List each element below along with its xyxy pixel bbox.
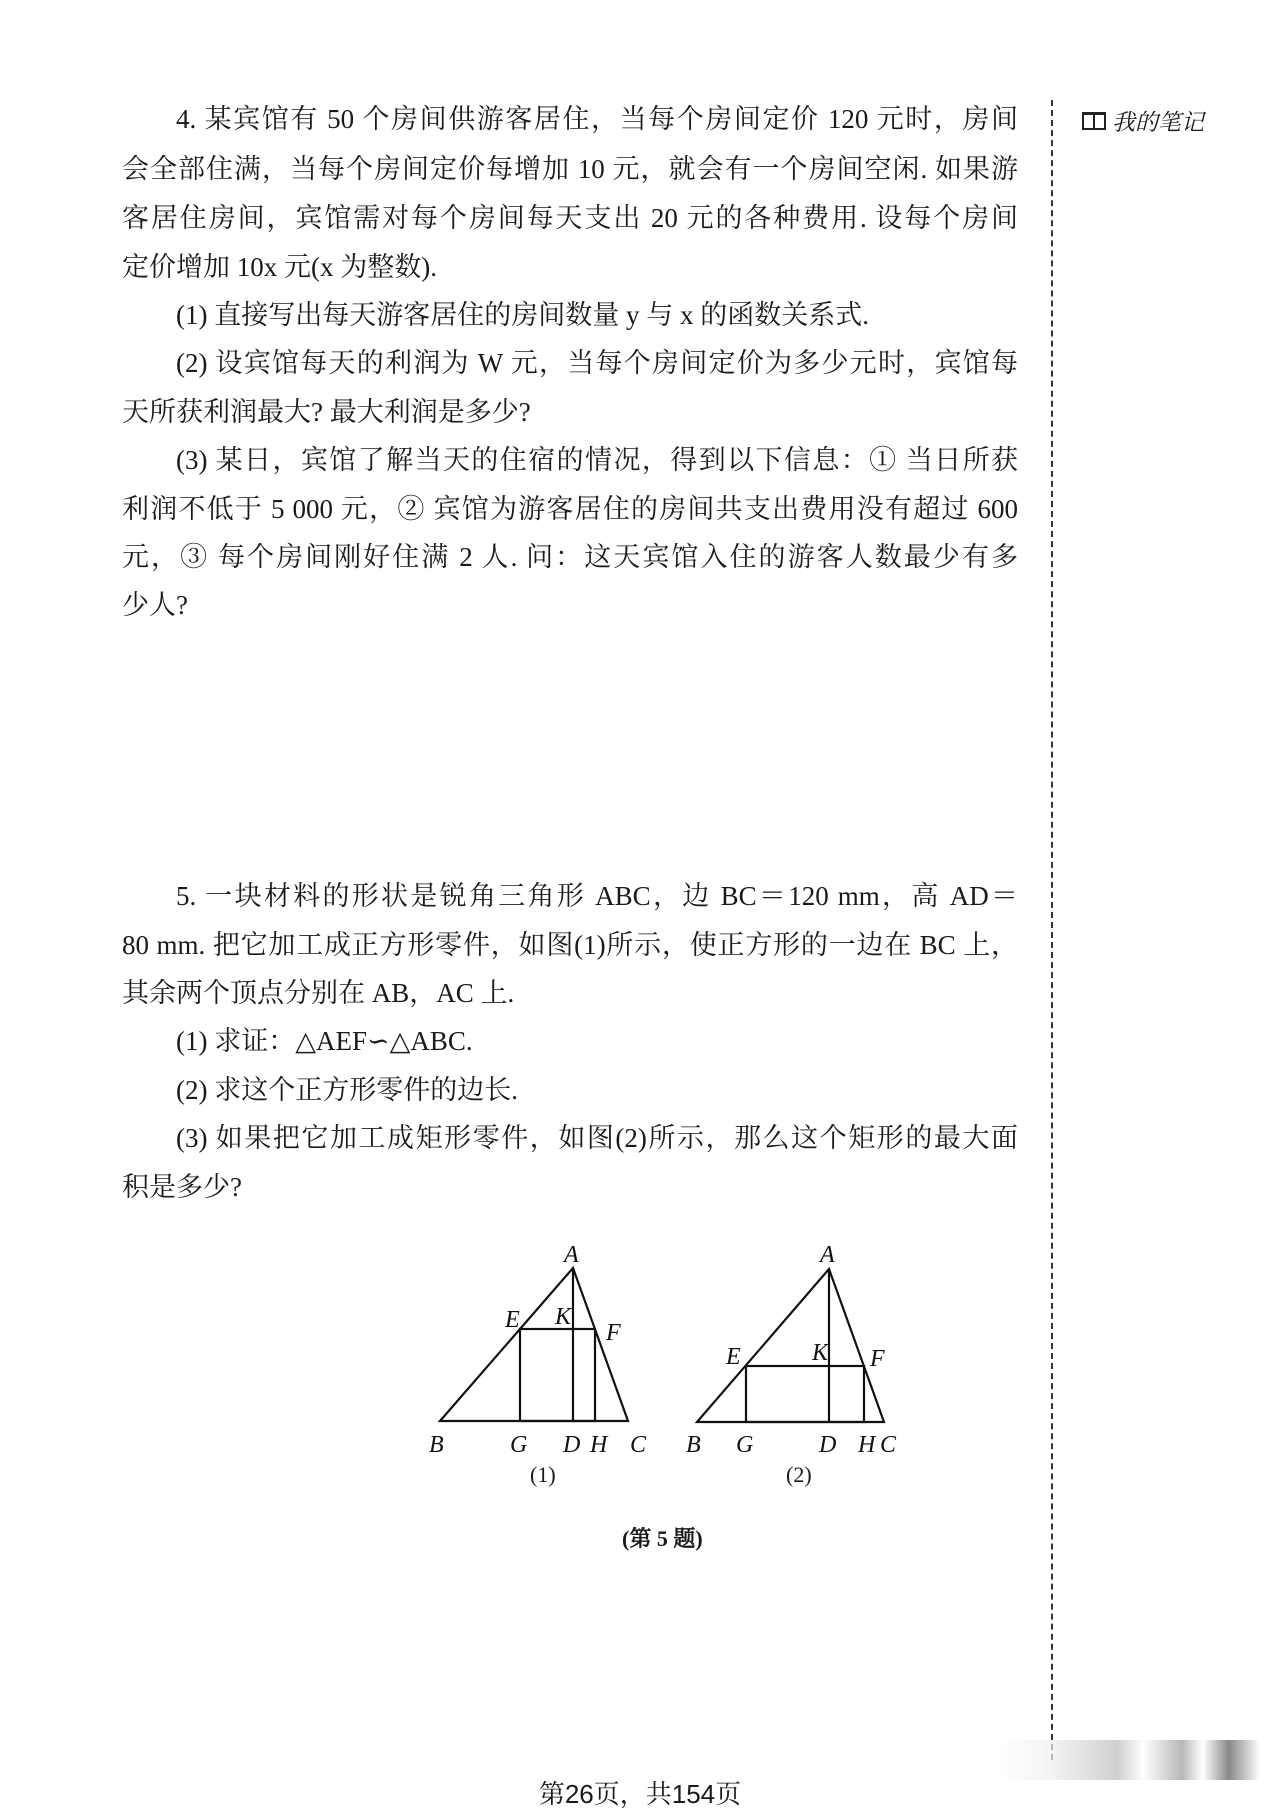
q5-sub2: (2) 求这个正方形零件的边长. xyxy=(176,1075,518,1105)
q5-line: 80 mm. 把它加工成正方形零件，如图(1)所示，使正方形的一边在 BC 上， xyxy=(122,930,1018,960)
figure-2-caption: (2) xyxy=(786,1462,812,1487)
q5-line: 5. 一块材料的形状是锐角三角形 ABC，边 BC＝120 mm，高 AD＝ xyxy=(176,881,1018,911)
label-k: K xyxy=(812,1340,829,1366)
label-c: C xyxy=(880,1432,897,1458)
q4-sub3-cont: 利润不低于 5 000 元，② 宾馆为游客居住的房间共支出费用没有超过 600 xyxy=(122,494,1018,524)
label-h: H xyxy=(858,1432,876,1458)
label-c: C xyxy=(630,1432,647,1458)
q5-sub1: (1) 求证：△AEF∽△ABC. xyxy=(176,1026,473,1056)
q4-line: 定价增加 10x 元(x 为整数). xyxy=(122,252,437,282)
q4-sub3-cont: 元，③ 每个房间刚好住满 2 人. 问：这天宾馆入住的游客人数最少有多 xyxy=(122,542,1018,572)
label-d: D xyxy=(819,1432,837,1458)
q4-line: 会全部住满，当每个房间定价每增加 10 元，就会有一个房间空闲. 如果游 xyxy=(122,154,1018,184)
square-efhg xyxy=(520,1329,595,1421)
rectangle-efhg xyxy=(746,1366,864,1422)
q4-line: 4. 某宾馆有 50 个房间供游客居住，当每个房间定价 120 元时，房间 xyxy=(176,104,1018,134)
label-b: B xyxy=(686,1432,701,1458)
label-b: B xyxy=(429,1432,444,1458)
q4-sub2: (2) 设宾馆每天的利润为 W 元，当每个房间定价为多少元时，宾馆每 xyxy=(176,348,1018,378)
label-f: F xyxy=(870,1346,885,1372)
label-g: G xyxy=(736,1432,754,1458)
label-a: A xyxy=(820,1242,835,1268)
figure-1-caption: (1) xyxy=(530,1462,556,1487)
figure-caption: (第 5 题) xyxy=(622,1526,703,1551)
figure-1-labels xyxy=(429,1242,647,1458)
q5-line: 其余两个顶点分别在 AB，AC 上. xyxy=(122,978,515,1008)
label-f: F xyxy=(606,1320,621,1346)
page-indicator: 第26页，共154页 xyxy=(538,1779,742,1809)
q4-sub3: (3) 某日，宾馆了解当天的住宿的情况，得到以下信息：① 当日所获 xyxy=(176,445,1018,475)
label-e: E xyxy=(726,1344,741,1370)
q4-sub3-cont: 少人? xyxy=(122,590,188,620)
label-a: A xyxy=(564,1242,579,1268)
label-h: H xyxy=(590,1432,608,1458)
figure-2-labels xyxy=(686,1242,897,1458)
label-k: K xyxy=(555,1304,572,1330)
label-d: D xyxy=(563,1432,581,1458)
q4-sub2-cont: 天所获利润最大? 最大利润是多少? xyxy=(122,397,531,427)
figure-1 xyxy=(440,1268,628,1421)
label-g: G xyxy=(510,1432,528,1458)
q5-sub3-cont: 积是多少? xyxy=(122,1172,242,1202)
label-e: E xyxy=(505,1307,520,1333)
q5-sub3: (3) 如果把它加工成矩形零件，如图(2)所示，那么这个矩形的最大面 xyxy=(176,1123,1018,1153)
notes-label: 我的笔记 xyxy=(1112,110,1204,135)
q4-sub1: (1) 直接写出每天游客居住的房间数量 y 与 x 的函数关系式. xyxy=(176,300,869,330)
q4-line: 客居住房间，宾馆需对每个房间每天支出 20 元的各种费用. 设每个房间 xyxy=(122,203,1018,233)
triangle-abc-1 xyxy=(440,1268,628,1421)
